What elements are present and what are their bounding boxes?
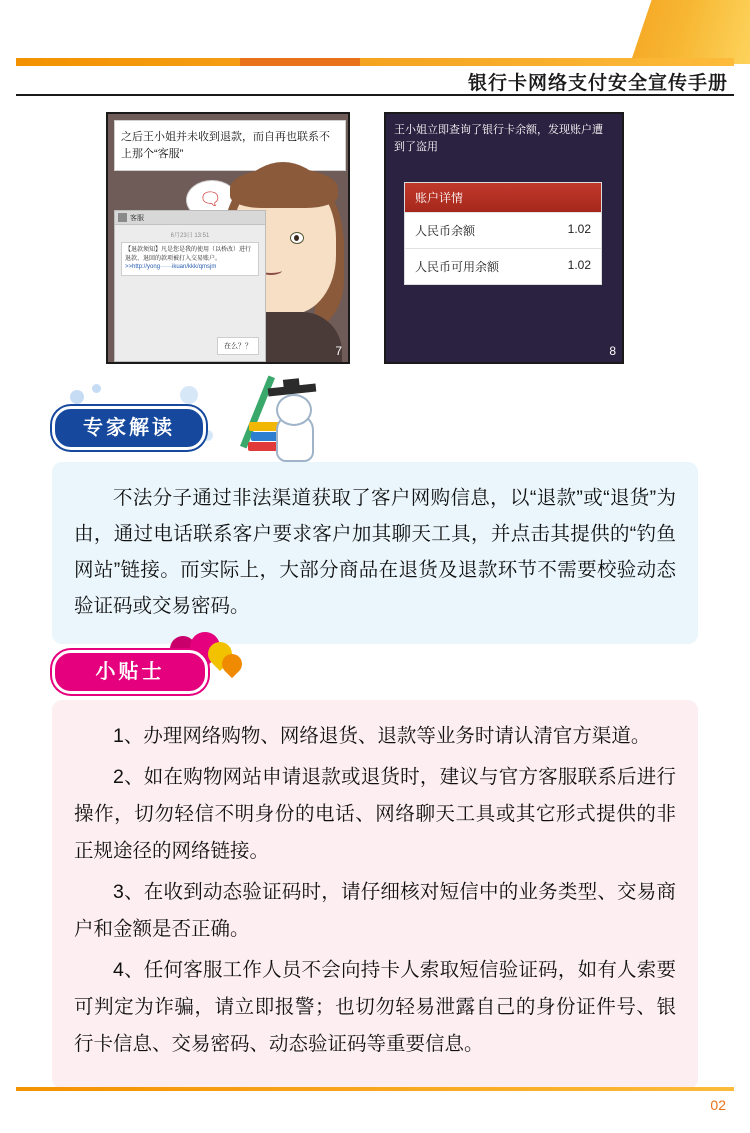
tips-list-box	[52, 700, 698, 1089]
chat-reply-bubble: 在么？？	[217, 337, 259, 355]
expert-body-text: 不法分子通过非法渠道获取了客户网购信息，以“退款”或“退货”为由，通过电话联系客户要求客户加其聊天工具，并点击其提供的“钓鱼网站”链接。而实际上，大部分商品在退货及退款环节不需要校验动态验证码或交易密码。	[74, 487, 676, 618]
footer-rule	[16, 1087, 734, 1091]
expert-explanation-box	[52, 462, 698, 644]
tips-badge-pill	[52, 650, 208, 694]
message-timestamp: 6月23日 13:51	[170, 233, 210, 239]
contact-avatar	[118, 213, 127, 222]
account-row-value: 1.02	[567, 258, 591, 272]
left-margin-bar	[0, 0, 16, 1133]
tip-item: 3、在收到动态验证码时，请仔细核对短信中的业务类型、交易商户和金额是否正确。	[74, 881, 676, 941]
expert-badge-pill	[52, 406, 206, 450]
page-header	[0, 58, 750, 102]
phone-titlebar	[115, 211, 265, 225]
phone-chat-mock	[114, 210, 266, 362]
corner-decoration	[630, 0, 750, 64]
phishing-link[interactable]: >>http://yong······ikuan/kkk/qmsjm	[125, 264, 217, 271]
panel-number: 7	[335, 344, 342, 358]
account-row	[405, 212, 601, 248]
header-rule	[16, 58, 734, 66]
panel-7-caption: 之后王小姐并未收到退款，而自再也联系不上那个“客服”	[114, 120, 346, 171]
character-bangs	[230, 168, 338, 208]
message-text: 【退款须知】凡是您是我的使用（以桥改）进行退款、退回的款项被打入交易账户。	[125, 247, 252, 262]
character-pupil-right	[294, 235, 299, 241]
scholar-mascot-icon	[248, 380, 338, 470]
panel-8-caption: 王小姐立即查询了银行卡余额，发现账户遭到了盗用	[394, 124, 603, 153]
tip-item: 1、办理网络购物、网络退货、退款等业务时请认清官方渠道。	[113, 725, 651, 747]
speech-alert-icon: 🗨	[199, 189, 222, 209]
account-row-label: 人民币余额	[415, 224, 476, 238]
account-card-title: 账户详情	[405, 183, 601, 212]
account-row	[405, 248, 601, 284]
page-title: 银行卡网络支付安全宣传手册	[467, 73, 728, 94]
account-row-value: 1.02	[567, 222, 591, 236]
header-underline	[16, 94, 734, 96]
comic-panel-8	[384, 112, 624, 364]
tip-item: 4、任何客服工作人员不会向持卡人索取短信验证码，如有人索要可判定为诈骗，请立即报警；也切勿轻易泄露自己的身份证件号、银行卡信息、交易密码、动态验证码等重要信息。	[74, 959, 676, 1056]
panel-number: 8	[609, 344, 616, 358]
tips-section-badge	[52, 632, 252, 692]
tips-badge-label: 小贴士	[95, 661, 165, 683]
header-tab-accent	[240, 58, 360, 66]
page-number: 02	[710, 1097, 726, 1113]
expert-section-badge	[52, 400, 232, 448]
expert-badge-label: 专家解读	[83, 417, 175, 439]
tip-item: 2、如在购物网站申请退款或退货时，建议与官方客服联系后进行操作，切勿轻信不明身份的电话、网络聊天工具或其它形式提供的非正规途径的网络链接。	[74, 766, 676, 863]
comic-panel-7	[106, 112, 350, 364]
chat-message	[121, 242, 259, 276]
account-row-label: 人民币可用余额	[415, 260, 500, 274]
contact-name: 客服	[130, 214, 144, 222]
comic-strip	[106, 112, 644, 366]
mascot-head	[276, 394, 312, 426]
account-details-card	[404, 182, 602, 285]
